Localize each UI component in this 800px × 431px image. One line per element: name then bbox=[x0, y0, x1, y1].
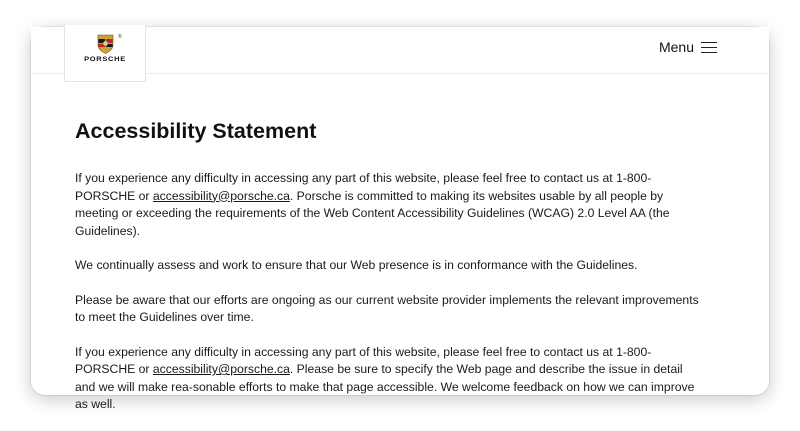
paragraph-text: . Please be sure to specify the Web page and describe the issue in detail and we will make rea-sonable efforts to make that page accessible. We welcome feedback on how we can improve as well. bbox=[75, 362, 695, 411]
paragraph-ongoing-efforts: Please be aware that our efforts are ongoing as our current website provider implements the relevant improvements to meet the Guidelines over time. bbox=[75, 292, 699, 324]
porsche-wordmark: PORSCHE bbox=[84, 56, 126, 63]
email-link[interactable]: accessibility@porsche.ca bbox=[152, 188, 290, 203]
menu-label: Menu bbox=[658, 39, 694, 55]
paragraph-text: . Porsche is committed to making its websites usable by all people by meeting or exceeding the requirements of the Web Content Accessibility Guidelines (WCAG) 2.0 Level AA (the Guidelines). bbox=[75, 188, 670, 238]
page-title: Accessibility Statement bbox=[75, 119, 317, 143]
main-content bbox=[75, 119, 705, 431]
paragraph-assessment: We continually assess and work to ensure that our Web presence is in conformance with the Guidelines. bbox=[75, 258, 638, 272]
paragraph-text: If you experience any difficulty in accessing any part of this website, please feel free to contact us at 1-800-PORSCHE or bbox=[75, 171, 652, 203]
hamburger-menu-icon bbox=[701, 42, 717, 53]
browser-window bbox=[31, 27, 769, 411]
paragraph-feedback bbox=[75, 344, 705, 414]
paragraph-text: If you experience any difficulty in accessing any part of this website, please feel free to contact us at 1-800-PORSCHE or bbox=[75, 344, 652, 376]
email-link[interactable]: accessibility@porsche.ca bbox=[152, 362, 290, 376]
paragraph-contact bbox=[75, 170, 705, 240]
porsche-crest-icon bbox=[97, 34, 114, 54]
porsche-logo-link[interactable] bbox=[64, 25, 146, 82]
site-header bbox=[31, 27, 769, 74]
registered-mark: ® bbox=[118, 34, 122, 40]
menu-button[interactable] bbox=[659, 39, 717, 55]
